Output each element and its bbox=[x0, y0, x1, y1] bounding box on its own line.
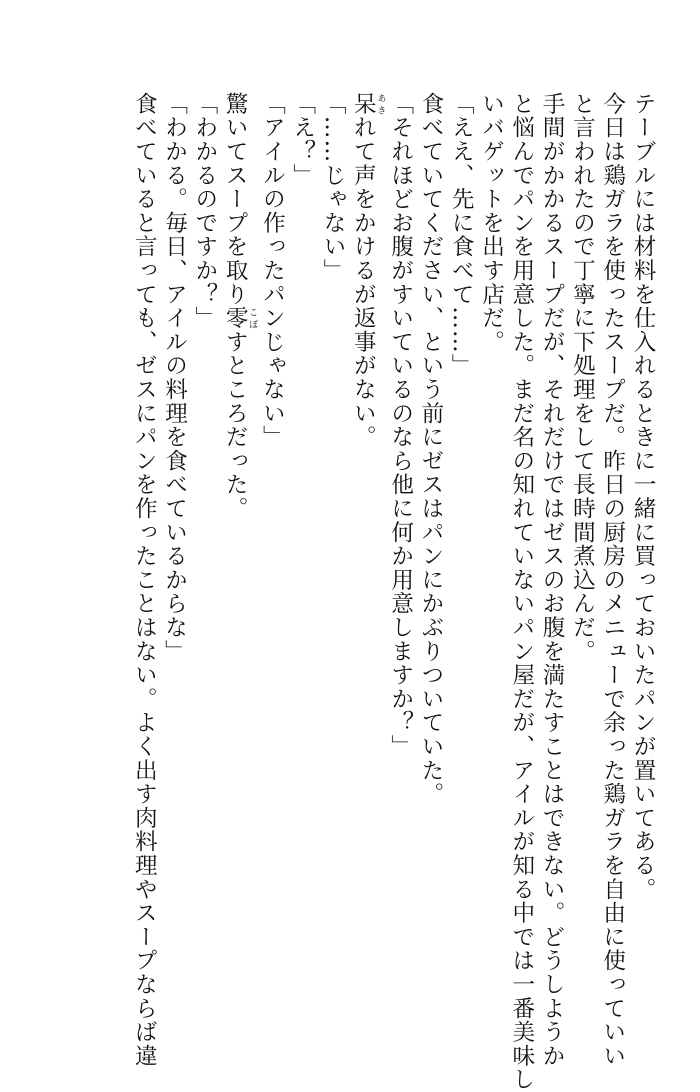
ruby-base: 呆 bbox=[350, 92, 377, 116]
text-line-7: 「ええ、先に食べて……」 bbox=[448, 92, 475, 378]
text-line-12: 「え？」 bbox=[289, 92, 316, 188]
ruby-reading: こぼ bbox=[247, 306, 258, 331]
text-line-8: 食べていてください、という前にゼスはパンにかぶりついていた。 bbox=[417, 92, 444, 806]
text-line-3: と言われたので丁寧に下処理をして長時間煮込んだ。 bbox=[569, 92, 596, 664]
ruby-line-before: 驚いてスープを取り bbox=[222, 92, 249, 307]
text-line-15: 「わかるのですか？」 bbox=[191, 92, 218, 330]
ruby-base: 零 bbox=[222, 306, 249, 331]
text-line-16: 「わかる。毎日、アイルの料理を食べているからな」 bbox=[161, 92, 188, 664]
text-line-17: 食べていると言っても、ゼスにパンを作ったことはない。よく出す肉料理やスープならば違 bbox=[131, 92, 158, 1068]
vertical-text-body bbox=[129, 92, 658, 1092]
text-line-1: テーブルには材料を仕入れるときに一緒に買っておいたパンが置いてある。 bbox=[630, 92, 656, 902]
text-line-5: と悩んでパンを用意した。まだ名の知れていないパン屋だが、アイルが知る中では一番美味し bbox=[508, 92, 535, 1092]
ruby-word bbox=[222, 306, 258, 331]
ruby-word bbox=[350, 92, 386, 116]
text-line-14 bbox=[220, 92, 257, 962]
text-line-4: 手間がかかるスープだが、それだけではゼスのお腹を満たすことはできない。どうしようか bbox=[539, 92, 566, 1068]
text-line-9: 「それほどお腹がすいているのなら他に何か用意しますか？」 bbox=[387, 92, 414, 759]
text-line-13: 「アイルの作ったパンじゃない」 bbox=[259, 92, 286, 449]
text-line-2: 今日は鶏ガラを使ったスープだ。昨日の厨房のメニューで余った鶏ガラを自由に使っていい bbox=[599, 92, 626, 1068]
text-line-6: いバゲットを出す店だ。 bbox=[478, 92, 505, 354]
text-line-11: 「……じゃない」 bbox=[320, 92, 347, 283]
ruby-reading: あき bbox=[375, 92, 386, 116]
ruby-line-rest: れて声をかけるが返事がない。 bbox=[350, 115, 377, 450]
ruby-line-rest: すところだった。 bbox=[222, 330, 249, 521]
text-line-10 bbox=[348, 92, 385, 962]
